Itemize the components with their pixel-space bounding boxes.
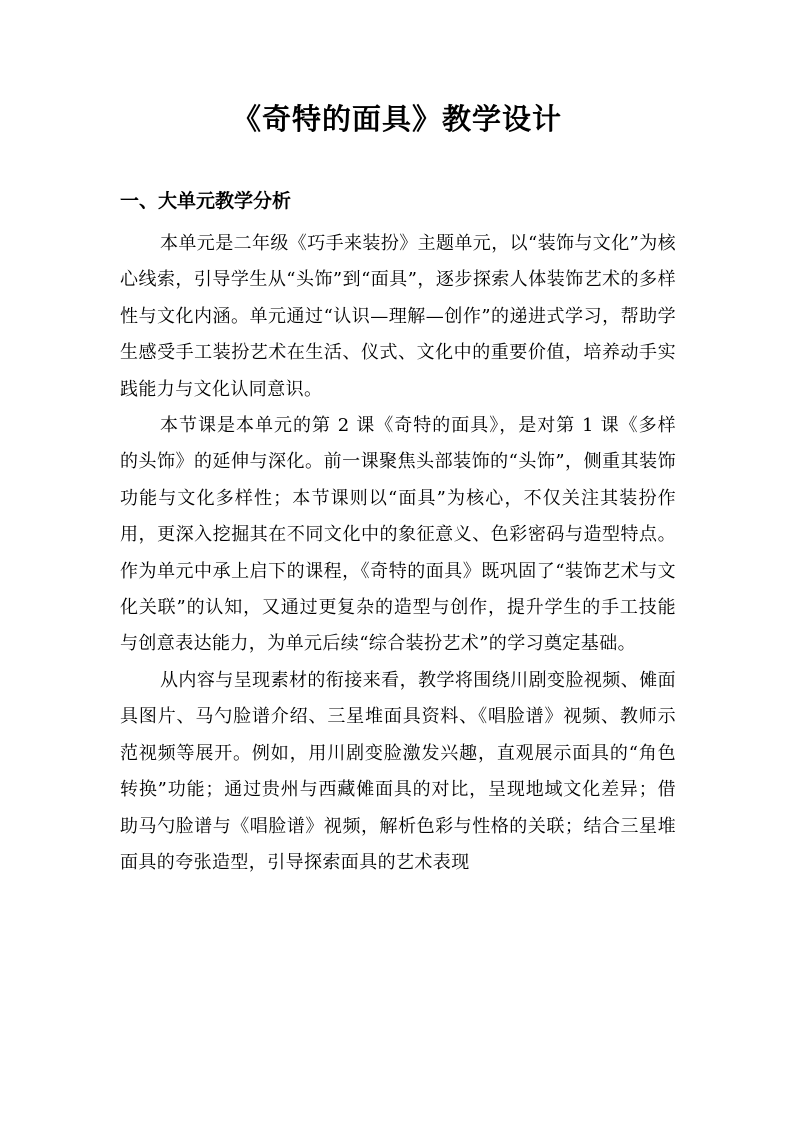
- paragraph-lesson-position: 本节课是本单元的第 2 课《奇特的面具》，是对第 1 课《多样的头饰》的延伸与深化。前一课聚焦头部装饰的“头饰”，侧重其装饰功能与文化多样性；本节课则以“面具”为核心，不仅关注其装扮作用，更深入挖掘其在不同文化中的象征意义、色彩密码与造型特点。作为单元中承上启下的课程，《奇特的面具》既巩固了“装饰艺术与文化关联”的认知，又通过更复杂的造型与创作，提升学生的手工技能与创意表达能力，为单元后续“综合装扮艺术”的学习奠定基础。: [120, 415, 676, 655]
- paragraph-unit-analysis: 本单元是二年级《巧手来装扮》主题单元，以“装饰与文化”为核心线索，引导学生从“头饰”到“面具”，逐步探索人体装饰艺术的多样性与文化内涵。单元通过“认识—理解—创作”的递进式学习，帮助学生感受手工装扮艺术在生活、仪式、文化中的重要价值，培养动手实践能力与文化认同意识。: [120, 233, 677, 400]
- paragraph-materials: 从内容与呈现素材的衔接来看，教学将围绕川剧变脸视频、傩面具图片、马勺脸谱介绍、三星堆面具资料、《唱脸谱》视频、教师示范视频等展开。例如，用川剧变脸激发兴趣，直观展示面具的“角色转换”功能；通过贵州与西藏傩面具的对比，呈现地域文化差异；借助马勺脸谱与《唱脸谱》视频，解析色彩与性格的关联；结合三星堆面具的夸张造型，引导探索面具的艺术表现: [120, 669, 676, 873]
- section-heading: 一、大单元教学分析: [120, 190, 292, 212]
- document-title: 《奇特的面具》教学设计: [231, 102, 562, 136]
- section-body: [120, 226, 676, 881]
